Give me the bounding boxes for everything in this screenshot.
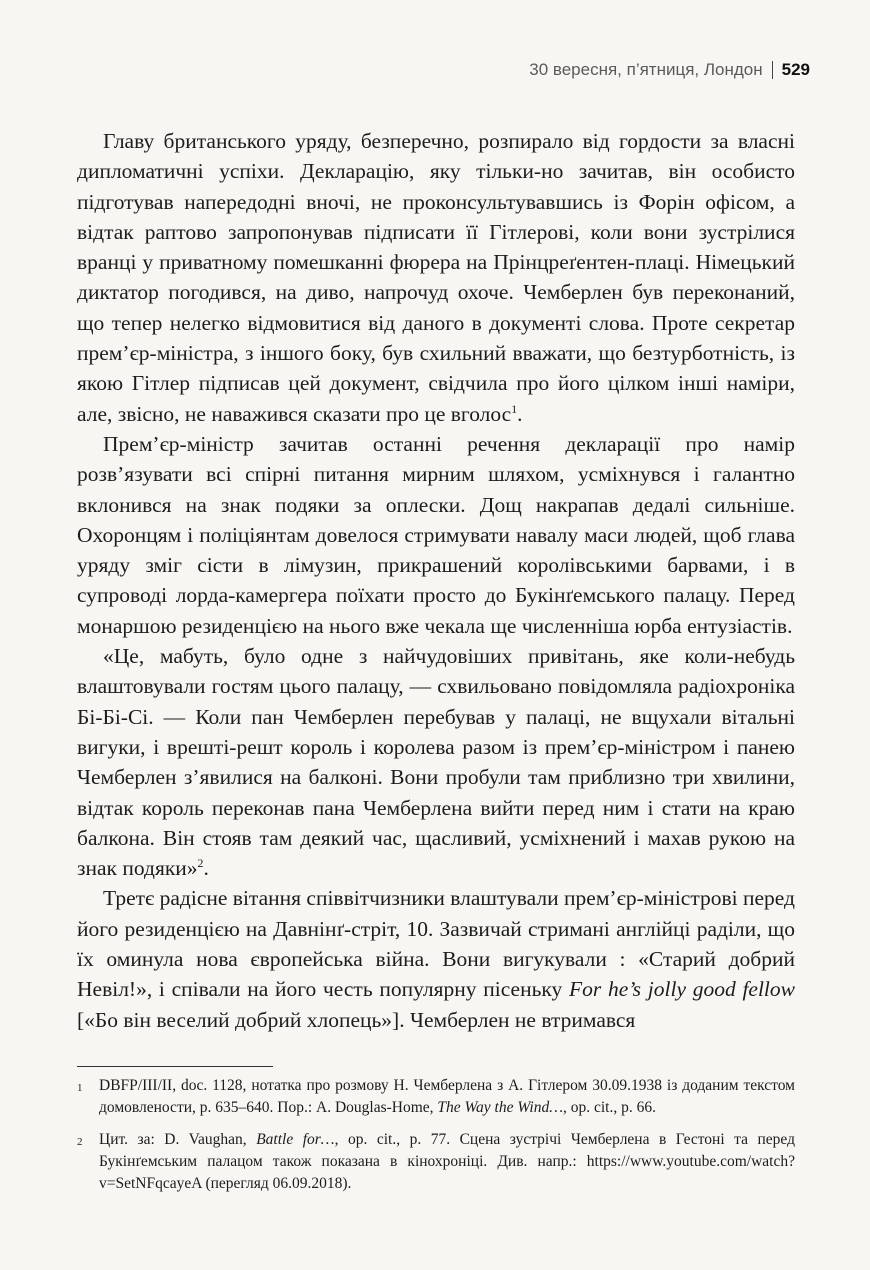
footnote-1: 1 DBFP/III/II, doc. 1128, нотатка про розмову Н. Чемберлена з А. Гітлером 30.09.1938 із доданим текстом домовлености, p. 635–640. Пор.: A. Douglas-Home, The Way the Wind…, op. cit., p. 66. bbox=[77, 1075, 795, 1119]
running-header bbox=[529, 60, 810, 80]
running-title: 30 вересня, п’ятниця, Лондон bbox=[529, 60, 763, 79]
paragraph-1: Главу британського уряду, безперечно, розпирало від гордости за власні дипломатичні успіхи. Декларацію, яку тільки-но зачитав, він особисто підготував напередодні вночі, не проконсультувавшись із Форін офісом, а відтак раптово запропонував підписати її Гітлерові, коли вони зустрілися вранці у приватному помешканні фюрера на Прінцреґентен-плаці. Німецький диктатор погодився, на диво, напрочуд охоче. Чемберлен був переконаний, що тепер нелегко відмовитися від даного в документі слова. Проте секретар прем’єр-міністра, з іншого боку, був схильний вважати, що безтурботність, із якою Гітлер підписав цей документ, свідчила про його цілком інші наміри, але, звісно, не наважився сказати про це вголос$^1$. bbox=[77, 129, 795, 426]
footnote-number: 2 bbox=[77, 1136, 83, 1148]
main-text bbox=[77, 126, 795, 1035]
footnote-ref-1: 1 bbox=[511, 401, 518, 416]
paragraph-3: «Це, мабуть, було одне з найчудовіших привітань, яке коли-небудь влаштовували гостям цього палацу, — схвильовано повідомляла радіохроніка Бі-Бі-Сі. — Коли пан Чемберлен перебував у палаці, не вщухали вітальні вигуки, і врешті-решт король і королева разом із прем’єр-міністром і панею Чемберлен з’явилися на балконі. Вони пробули там приблизно три хвилини, відтак король переконав пана Чемберлена вийти перед ним і стати на краю балкона. Він стояв там деякий час, щасливий, усміхнений і махав рукою на знак подяки»$^2$. bbox=[77, 644, 795, 881]
footnotes bbox=[77, 1075, 795, 1205]
paragraph-2: Прем’єр-міністр зачитав останні речення декларації про намір розв’язувати всі спірні питання мирним шляхом, усміхнувся і галантно вклонився на знак подяки за оплески. Дощ накрапав дедалі сильніше. Охоронцям і поліціянтам довелося стримувати навалу маси людей, щоб глава уряду зміг сісти в лімузин, прикрашений королівськими барвами, і в супроводі лорда-камергера поїхати просто до Букінґемського палацу. Перед монаршою резиденцією на нього вже чекала ще численніша юрба ентузіастів. bbox=[77, 431, 795, 638]
footnote-number: 1 bbox=[77, 1082, 83, 1094]
song-title: For he’s jolly good fellow bbox=[569, 977, 795, 1002]
footnote-2: 2 Цит. за: D. Vaughan, Battle for…, op. cit., p. 77. Сцена зустрічі Чемберлена в Гестоні та перед Букінґемським палацом також показана в кінохроніці. Див. напр.: https://www.youtube.com/watch?v=SetNFqcayeA (перегляд 06.09.2018). bbox=[77, 1129, 795, 1195]
paragraph-4: Третє радісне вітання співвітчизники влаштували прем’єр-міністрові перед його резиденцією на Давнінґ-стріт, 10. Зазвичай стримані англійці раділи, що їх оминула нова європейська війна. Вони вигукували : «Старий добрий Невіл!», і співали на його честь популярну пісеньку For he’s jolly good fellow [«Бо він веселий добрий хлопець»]. Чемберлен не втримався bbox=[77, 886, 795, 1032]
header-divider bbox=[772, 61, 773, 79]
footnote-divider bbox=[77, 1066, 273, 1067]
page-number: 529 bbox=[781, 60, 810, 79]
footnote-ref-2: 2 bbox=[197, 855, 204, 870]
